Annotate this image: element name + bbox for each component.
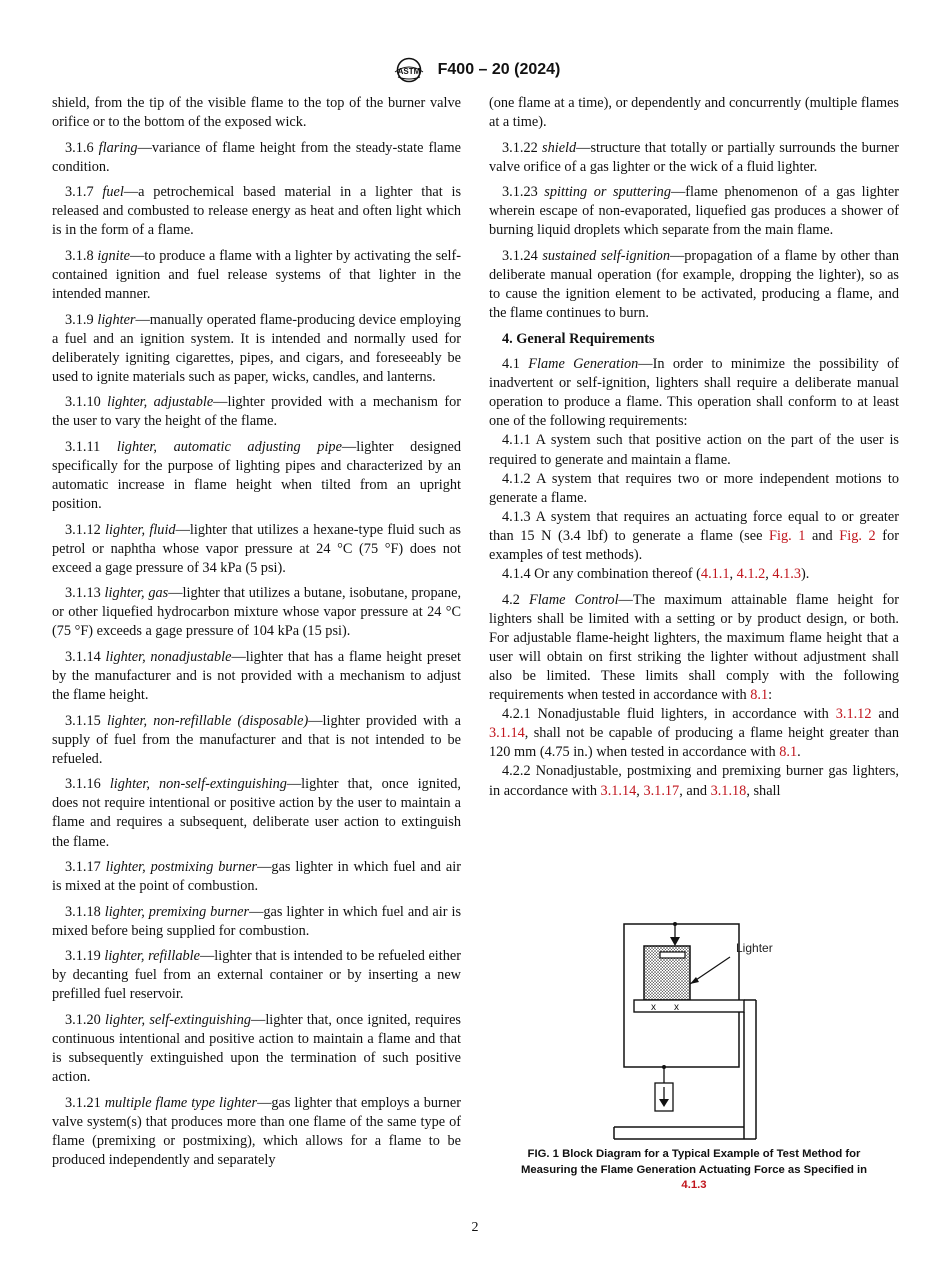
link-3-1-12[interactable]: 3.1.12	[835, 706, 872, 723]
document-designation: F400 – 20 (2024)	[437, 61, 561, 78]
section-heading-4: 4. General Requirements	[502, 330, 655, 347]
caption-line: FIG. 1 Block Diagram for a Typical Example of Test Method for	[527, 1148, 861, 1160]
page-number: 2	[471, 1220, 479, 1235]
definition-3-1-22: 3.1.22 shield—structure that totally or partially surrounds the burner valve orifice of a gas lighter or the wick of a fluid lighter.	[489, 139, 899, 175]
link-fig-1[interactable]: Fig. 1	[769, 527, 806, 544]
link-3-1-14[interactable]: 3.1.14	[600, 782, 637, 799]
paragraph-4-2: 4.2 Flame Control—The maximum attainable flame height for lighters shall be limited with a setting or by product design, or both. For adjustable flame-height lighters, the maximum flame height that a user will obtain on first striking the lighter without adjustment shall also be limited. These limits shall comply with the following requirements when tested in accordance with 8.1:	[489, 591, 900, 704]
paragraph-4-2-2: 4.2.2 Nonadjustable, postmixing and premixing burner gas lighters, in accordance with 3.1.14, 3.1.17, and 3.1.18, shall	[489, 763, 899, 799]
definition-3-1-17: 3.1.17 lighter, postmixing burner—gas lighter in which fuel and air is mixed at the point of combustion.	[52, 859, 461, 895]
definition-3-1-11: 3.1.11 lighter, automatic adjusting pipe—lighter designed specifically for the purpose of lighting pipes and characterized by an automatic increase in flame height when tilted from an upright position.	[52, 438, 461, 513]
link-8-1[interactable]: 8.1	[779, 744, 798, 761]
link-4-1-3[interactable]: 4.1.3	[772, 566, 802, 583]
definition-3-1-12: 3.1.12 lighter, fluid—lighter that utilizes a hexane-type fluid such as petrol or naphtha whose vapor pressure at 24 °C (75 °F) does not exceed a gage pressure of 34 kPa (5 psi).	[52, 521, 461, 576]
definition-3-1-9: 3.1.9 lighter—manually operated flame-producing device employing a fuel and an ignition system. It is intended and normally used for deliberately igniting cigarettes, pipes, and cigars, and foreseeably be used to ignite materials such as paper, wicks, candles, and lanterns.	[52, 311, 461, 385]
paragraph-4-1-1: 4.1.1 A system such that positive action on the part of the user is required to generate and maintain a flame.	[489, 432, 899, 468]
paragraph-continuation: (one flame at a time), or dependently and concurrently (multiple flames at a time).	[489, 95, 899, 131]
definition-3-1-8: 3.1.8 ignite—to produce a flame with a lighter by activating the self-contained ignition and fuel release systems of that lighter in the intended manner.	[52, 247, 462, 303]
definition-3-1-23: 3.1.23 spitting or sputtering—flame phenomenon of a gas lighter wherein escape of non-evaporated, liquefied gas produces a shower of burning liquid droplets which separate from the main flame.	[489, 184, 899, 239]
link-4-1-3[interactable]: 4.1.3	[681, 1179, 707, 1192]
definition-3-1-7: 3.1.7 fuel—a petrochemical based material in a lighter that is released and combusted to release energy as heat and often light which is in the form of a flame.	[52, 184, 462, 239]
lighter-label: Lighter	[736, 941, 773, 955]
definition-3-1-14: 3.1.14 lighter, nonadjustable—lighter that has a flame height preset by the manufacturer and is not provided with a mechanism to adjust the flame height.	[52, 648, 461, 704]
definition-3-1-20: 3.1.20 lighter, self-extinguishing—lighter that, once ignited, requires continuous intentional and positive action to maintain a flame and that is subsequently extinguished upon the termination of such positive action.	[52, 1011, 461, 1086]
figure-1-caption	[489, 1147, 899, 1194]
svg-text:ASTM: ASTM	[397, 67, 420, 76]
definition-3-1-6: 3.1.6 flaring—variance of flame height from the steady-state flame condition.	[52, 139, 461, 175]
definition-3-1-10: 3.1.10 lighter, adjustable—lighter provided with a mechanism for the user to vary the height of the flame.	[52, 394, 461, 430]
page-header	[0, 57, 950, 83]
link-3-1-17[interactable]: 3.1.17	[643, 782, 680, 799]
figure-1-diagram	[600, 917, 790, 1147]
link-8-1[interactable]: 8.1	[750, 687, 769, 704]
definition-3-1-18: 3.1.18 lighter, premixing burner—gas lighter in which fuel and air is mixed before being supplied for combustion.	[52, 903, 462, 939]
paragraph-4-1-4: 4.1.4 Or any combination thereof (4.1.1, 4.1.2, 4.1.3).	[502, 566, 810, 583]
lighter-top	[660, 952, 685, 958]
definition-3-1-15: 3.1.15 lighter, non-refillable (disposable)—lighter provided with a supply of fuel from the manufacturer and that is not intended to be refueled.	[52, 712, 461, 767]
paragraph-4-1-2: 4.1.2 A system that requires two or more independent motions to generate a flame.	[489, 470, 899, 506]
test-apparatus-diagram	[600, 917, 790, 1147]
link-3-1-18[interactable]: 3.1.18	[710, 782, 747, 799]
paragraph-4-1: 4.1 Flame Generation—In order to minimize the possibility of inadvertent or self-ignition, lighters shall require a deliberate manual operation to produce a flame. This operation shall conform to at least one of the following requirements:	[489, 356, 900, 430]
pointer-arrow-icon	[690, 977, 699, 984]
link-4-1-2[interactable]: 4.1.2	[736, 566, 766, 583]
caption-line: Measuring the Flame Generation Actuating Force as Specified in	[520, 1163, 868, 1176]
paragraph-4-1-3: 4.1.3 A system that requires an actuating force equal to or greater than 15 N (3.4 lbf) to generate a flame (see Fig. 1 and Fig. 2 for examples of test methods).	[489, 508, 899, 564]
link-fig-2[interactable]: Fig. 2	[839, 527, 876, 544]
astm-logo-icon	[390, 57, 428, 83]
definition-3-1-21: 3.1.21 multiple flame type lighter—gas lighter that employs a burner valve system(s) that produces more than one flame of the same type of flame (premixing or postmixing), which allows for a flame to be produced independently and separately	[52, 1094, 462, 1168]
right-column	[489, 94, 899, 801]
definition-3-1-16: 3.1.16 lighter, non-self-extinguishing—lighter that, once ignited, does not require intentional or positive action by the user to maintain a flame and requires a subsequent, deliberate user action to extinguish the flame.	[52, 776, 461, 850]
definition-3-1-19: 3.1.19 lighter, refillable—lighter that is intended to be refueled either by decanting fuel from an external container or by inserting a new prefilled fuel reservoir.	[52, 948, 462, 1003]
force-arrow-icon	[670, 937, 680, 946]
link-4-1-1[interactable]: 4.1.1	[700, 566, 730, 583]
link-3-1-14[interactable]: 3.1.14	[489, 725, 525, 742]
paragraph-continuation: shield, from the tip of the visible flame to the top of the burner valve orifice or to the bottom of the exposed wick.	[52, 95, 461, 131]
definition-3-1-13: 3.1.13 lighter, gas—lighter that utilizes a butane, isobutane, propane, or other liquefied hydrocarbon mixture whose vapor pressure at 24 °C (75 °F) exceeds a gage pressure of 104 kPa (15 psi).	[52, 585, 462, 640]
x-mark: x	[651, 1002, 656, 1013]
paragraph-4-2-1: 4.2.1 Nonadjustable fluid lighters, in accordance with 3.1.12 and 3.1.14, shall not be capable of producing a flame height greater than 120 mm (4.75 in.) when tested in accordance with 8.1.	[489, 706, 900, 761]
x-mark: x	[674, 1002, 679, 1013]
left-column	[52, 94, 461, 1176]
definition-3-1-24: 3.1.24 sustained self-ignition—propagation of a flame by other than deliberate manual operation (for example, dropping the lighter), so as to cause the ignition element to be activated, producing a flame, and the flame continues to burn.	[489, 247, 899, 322]
